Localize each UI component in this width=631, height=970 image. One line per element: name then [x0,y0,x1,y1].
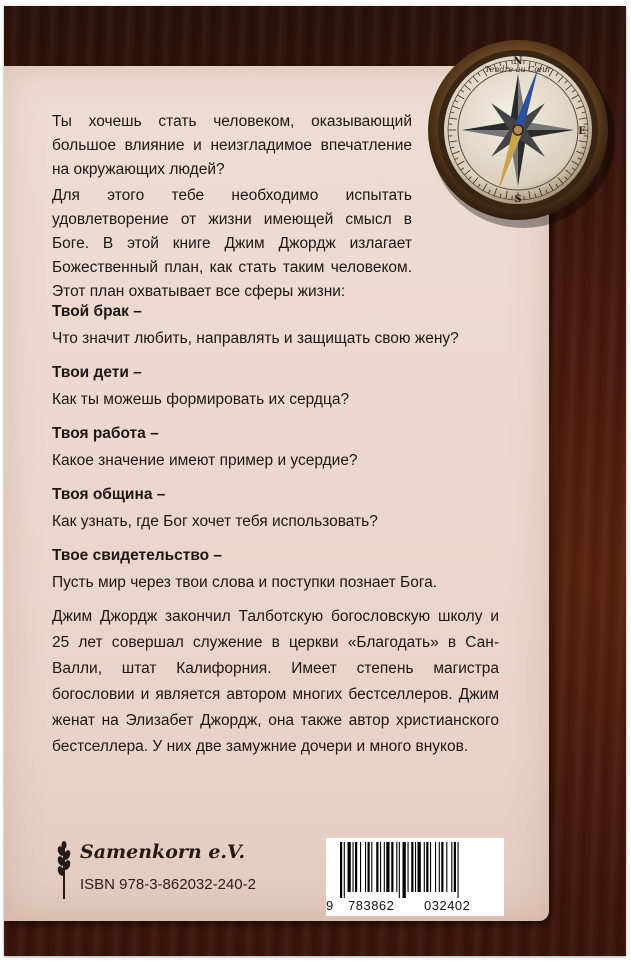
barcode-left-digits: 783862 [348,898,395,913]
compass-south: S [514,194,522,205]
intro-paragraph-1: Ты хочешь стать человеком, оказывающий большое влияние и неизгладимое впечатление на окружающих людей? [52,113,412,178]
compass-icon [422,24,620,234]
isbn-text: ISBN 978-3-862032-240-2 [80,876,256,893]
topics-list [52,300,472,595]
intro-paragraph-2: Для этого тебе необходимо испытать удовлетворение от жизни имеющей смысл в Боге. В этой книге Джим Джордж излагает Божественный план, как стать таким человеком. Этот план охватывает все сферы жизни: [52,187,412,300]
topic-question: Как узнать, где Бог хочет тебя использовать? [52,513,378,530]
author-bio: Джим Джордж закончил Талботскую богословскую школу и 25 лет совершал служение в церкви «Благодать» в Сан-Валли, штат Калифорния. Имеет степень магистра богословии и является автором многих бестселлеров. Джим женат на Элизабет Джордж, она также автор христианского бестселлера. У них две замужние дочери и много внуков. [52,608,499,755]
barcode [326,838,504,916]
barcode-first-digit: 9 [326,898,334,913]
intro-text [52,110,412,306]
compass-illustration [422,24,620,234]
barcode-right-digits: 032402 [424,898,471,913]
barcode-bars [334,842,496,898]
topic-heading: Твоя община – [52,486,166,503]
topic-question: Пусть мир через твои слова и поступки познает Бога. [52,574,438,591]
compass-north: N [513,56,523,67]
topic-heading: Твоя работа – [52,425,159,442]
topic-question: Какое значение имеют пример и усердие? [52,452,358,469]
wheat-logo-icon [56,841,72,899]
topic-heading: Твое свидетельство – [52,547,223,564]
book-back-cover [4,6,626,956]
topic-question: Что значит любить, направлять и защищать свою жену? [52,330,459,347]
compass-label: Tendre au Cœur [484,65,552,74]
compass-east: E [578,126,586,137]
topic-question: Как ты можешь формировать их сердца? [52,391,350,408]
topic-heading: Твои дети – [52,364,142,381]
publisher-name: Samenkorn e.V. [80,841,246,863]
publisher-block [56,841,306,901]
topic-heading: Твой брак – [52,303,142,320]
